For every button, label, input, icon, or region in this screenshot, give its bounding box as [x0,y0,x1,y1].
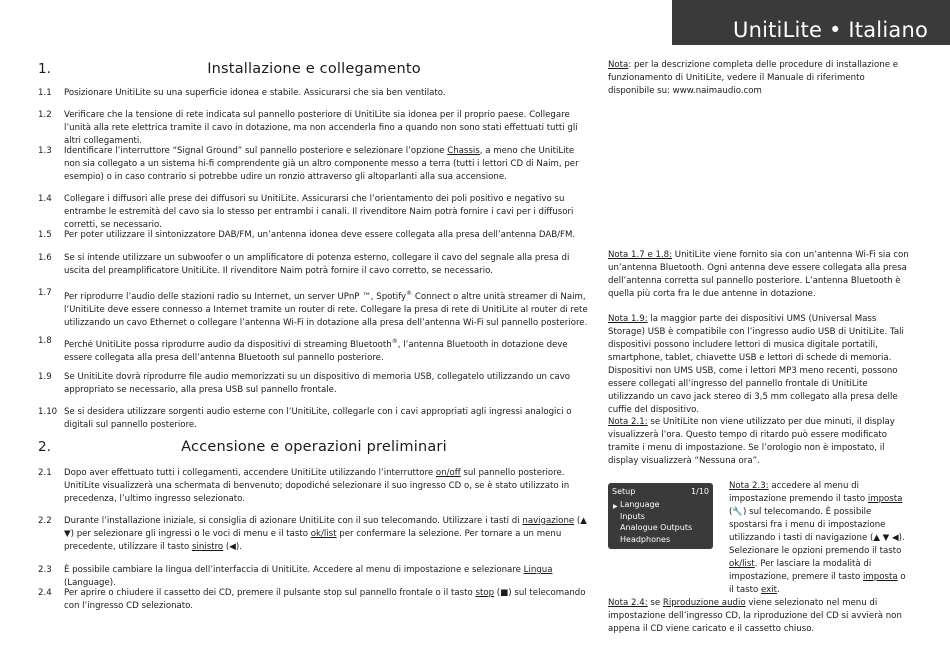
item-text: Posizionare UnitiLite su una superficie idonea e stabile. Assicurarsi che sia ben ventilato. [64,88,446,98]
item-number: 2.3 [38,565,52,575]
item-text: Identificare l’interruttore “Signal Ground” sul pannello posteriore e selezionare l’opzione Chassis, a meno che UnitiLite non sia collegato a un sistema hi-fi comprendente già un altro componente messo a terra (tutti i lettori CD di Naim, per esempio) o in caso contrario si potrebbe udire un ronzio attraverso gli altoparlanti alla sua accensione. [64,146,579,182]
item-number: 1.4 [38,194,52,204]
item-text: Verificare che la tensione di rete indicata sul pannello posteriore di UnitiLite sia idonea per il proprio paese. Collegare l’unità alla rete elettrica tramite il cavo in dotazione, ma non accenderla fino a quando non sono stati effettuati tutti gli altri collegamenti. [64,110,578,146]
underlined-term: Chassis [447,146,480,156]
item-text: Perché UnitiLite possa riprodurre audio da dispositivi di streaming Bluetooth®, l’antenna Bluetooth in dotazione deve essere collegata alla presa dell’antenna Bluetooth sul pannello posteriore. [64,338,568,363]
note-label: Nota 1.7 e 1.8: [608,250,673,260]
note-label: Nota [608,60,629,70]
item-text: Per aprire o chiudere il cassetto dei CD, premere il pulsante stop sul pannello frontale o il tasto stop (■) sul telecomando con l’ingresso CD selezionato. [64,588,586,611]
item-number: 1.5 [38,230,52,240]
item-number: 2.2 [38,516,52,526]
item-number: 1.8 [38,336,52,346]
note-label: Nota 2.1: [608,417,648,427]
key-left: sinistro [192,542,224,552]
section-number: 1. [38,61,51,77]
header-bar [672,0,950,45]
option-riproduzione-audio: Riproduzione audio [662,598,746,608]
item-text: Se si intende utilizzare un subwoofer o un amplificatore di potenza esterno, collegare il cavo del segnale alla presa di uscita del preamplificatore UnitiLite. Il rivenditore Naim potrà fornire il cavo corretto, se necessario. [64,253,570,276]
section-heading: Installazione e collegamento [207,61,421,77]
note-label: Nota 1.9: [608,314,648,324]
key-stop: stop [475,588,495,598]
note-1-7-1-8 [608,249,912,301]
note-2-3: Nota 2.3: accedere al menu di impostazione premendo il tasto imposta (🔧) sul telecomando. È possibile spostarsi fra i menu di impostazione utilizzando i tasti di navigazione (▲ ▼ ◀). Selezionare le opzioni premendo il tasto ok/list. Per lasciare la modalità di impostazione, premere il tasto imposta o il tasto exit. [729,481,906,595]
item-text: Per poter utilizzare il sintonizzatore DAB/FM, un’antenna idonea deve essere collegata alla presa dell’antenna DAB/FM. [64,230,576,240]
item-number: 2.1 [38,468,52,478]
setup-menu-item: Inputs [620,512,645,521]
note-text: UnitiLite viene fornito sia con un’antenna Wi-Fi sia con un’antenna Bluetooth. Ogni antenna deve essere collegata alla presa dell’antenna corretta sul pannello posteriore. L’antenna Bluetooth è quella più corta fra le due antenne in dotazione. [608,250,909,299]
item-number: 1.1 [38,88,52,98]
note-general [608,59,912,98]
item-number: 1.10 [38,407,58,417]
setup-screen-page: 1/10 [691,487,709,496]
item-text: Collegare i diffusori alle prese dei diffusori su UnitiLite. Assicurarsi che l’orientamento dei poli positivo e negativo su entrambe le estremità del cavo sia lo stesso per entrambi i canali. Il rivenditore Naim potrà fornire i cavi per i diffusori corretti, se necessario. [64,194,574,230]
note-label: Nota 2.3: [729,481,769,491]
item-number: 1.7 [38,288,52,298]
item-text: Durante l’installazione iniziale, si consiglia di azionare UnitiLite con il suo telecomando. Utilizzare i tasti di navigazione (▲ ▼) per selezionare gli ingressi o le voci di menu e il tasto ok/list per confermare la selezione. Per tornare a un menu precedente, utilizzare il tasto sinistro (◀). [64,516,587,552]
key-imposta: imposta [863,572,898,582]
item-number: 1.2 [38,110,52,120]
key-ok-list: ok/list [729,559,755,569]
note-text: la maggior parte dei dispositivi UMS (Universal Mass Storage) USB è compatibile con l’ingresso audio USB di UnitiLite. Tali dispositivi possono includere lettori di musica digitale portatili, smartphone, tablet, chiavette USB e lettori di schede di memoria. Dispositivi non UMS USB, come i lettori MP3 meno recenti, possono essere collegati all’ingresso del pannello frontale di UnitiLite utilizzando un cavo jack stereo di 3,5 mm collegato alla presa delle cuffie del dispositivo. [608,314,904,415]
page-title: UnitiLite • Italiano [733,18,928,42]
menu-lingua: Lingua [523,565,553,575]
item-text: È possibile cambiare la lingua dell’interfaccia di UnitiLite. Accedere al menu di impostazione e selezionare Lingua (Language). [64,565,553,588]
item-number: 1.9 [38,372,52,382]
note-2-1 [608,416,912,468]
item-number: 1.3 [38,146,52,156]
key-navigation: navigazione [522,516,575,526]
note-label: Nota 2.4: [608,598,648,608]
section-number: 2. [38,439,51,455]
note-text: : per la descrizione completa delle procedure di installazione e funzionamento di UnitiLite, vedere il Manuale di riferimento disponibile su: www.naimaudio.com [608,60,899,96]
key-imposta: imposta [867,494,903,504]
note-2-4: Nota 2.4: se Riproduzione audio viene selezionato nel menu di impostazione dell’ingresso CD, la riproduzione del CD si avvierà non appena il CD viene caricato e il cassetto chiuso. [608,598,902,634]
key-on-off: on/off [435,468,461,478]
item-text: Se si desidera utilizzare sorgenti audio esterne con l’UnitiLite, collegarle con i cavi appropriati agli ingressi analogici o digitali sul pannello posteriore. [64,407,572,430]
item-text: Per riprodurre l’audio delle stazioni radio su Internet, un server UPnP ™, Spotify® Connect o altre unità streamer di Naim, l’UnitiLite deve essere connesso a Internet tramite un router di rete. Collegare la presa di rete di UnitiLite al router di rete utilizzando un cavo Ethernet o collegare l’antenna Wi-Fi in dotazione alla presa dell’antenna Wi-Fi sul pannello posteriore. [64,290,588,328]
item-number: 2.4 [38,588,52,598]
section-1-header [38,61,590,81]
setup-menu-item: Headphones [620,535,671,544]
setup-menu-item: Analogue Outputs [620,523,693,532]
key-ok-list: ok/list [310,529,337,539]
setup-screen-illustration [608,483,713,549]
item-text: Dopo aver effettuato tutti i collegamenti, accendere UnitiLite utilizzando l’interruttore on/off sul pannello posteriore. UnitiLite visualizzerà una schermata di benvenuto; dopodiché selezionare il suo ingresso CD o, se è stato utilizzato in precedenza, l’ultimo ingresso selezionato. [64,468,570,504]
item-number: 1.6 [38,253,52,263]
note-1-9 [608,313,912,417]
selection-arrow-icon: ▶ [613,503,618,510]
section-2-header [38,439,590,459]
section-heading: Accensione e operazioni preliminari [181,439,447,455]
note-text: se UnitiLite non viene utilizzato per due minuti, il display visualizzerà l’ora. Questo tempo di ritardo può essere modificato tramite i menu di impostazione. Se l’orologio non è impostato, il display visualizzerà “Nessuna ora”. [608,417,895,466]
item-text: Se UnitiLite dovrà riprodurre file audio memorizzati su un dispositivo di memoria USB, collegatelo utilizzando un cavo appropriato se necessario, alla presa USB sul pannello frontale. [64,372,571,395]
key-exit: exit [760,585,777,595]
setup-screen-title: Setup [612,487,636,496]
setup-menu-item: Language [620,500,660,509]
